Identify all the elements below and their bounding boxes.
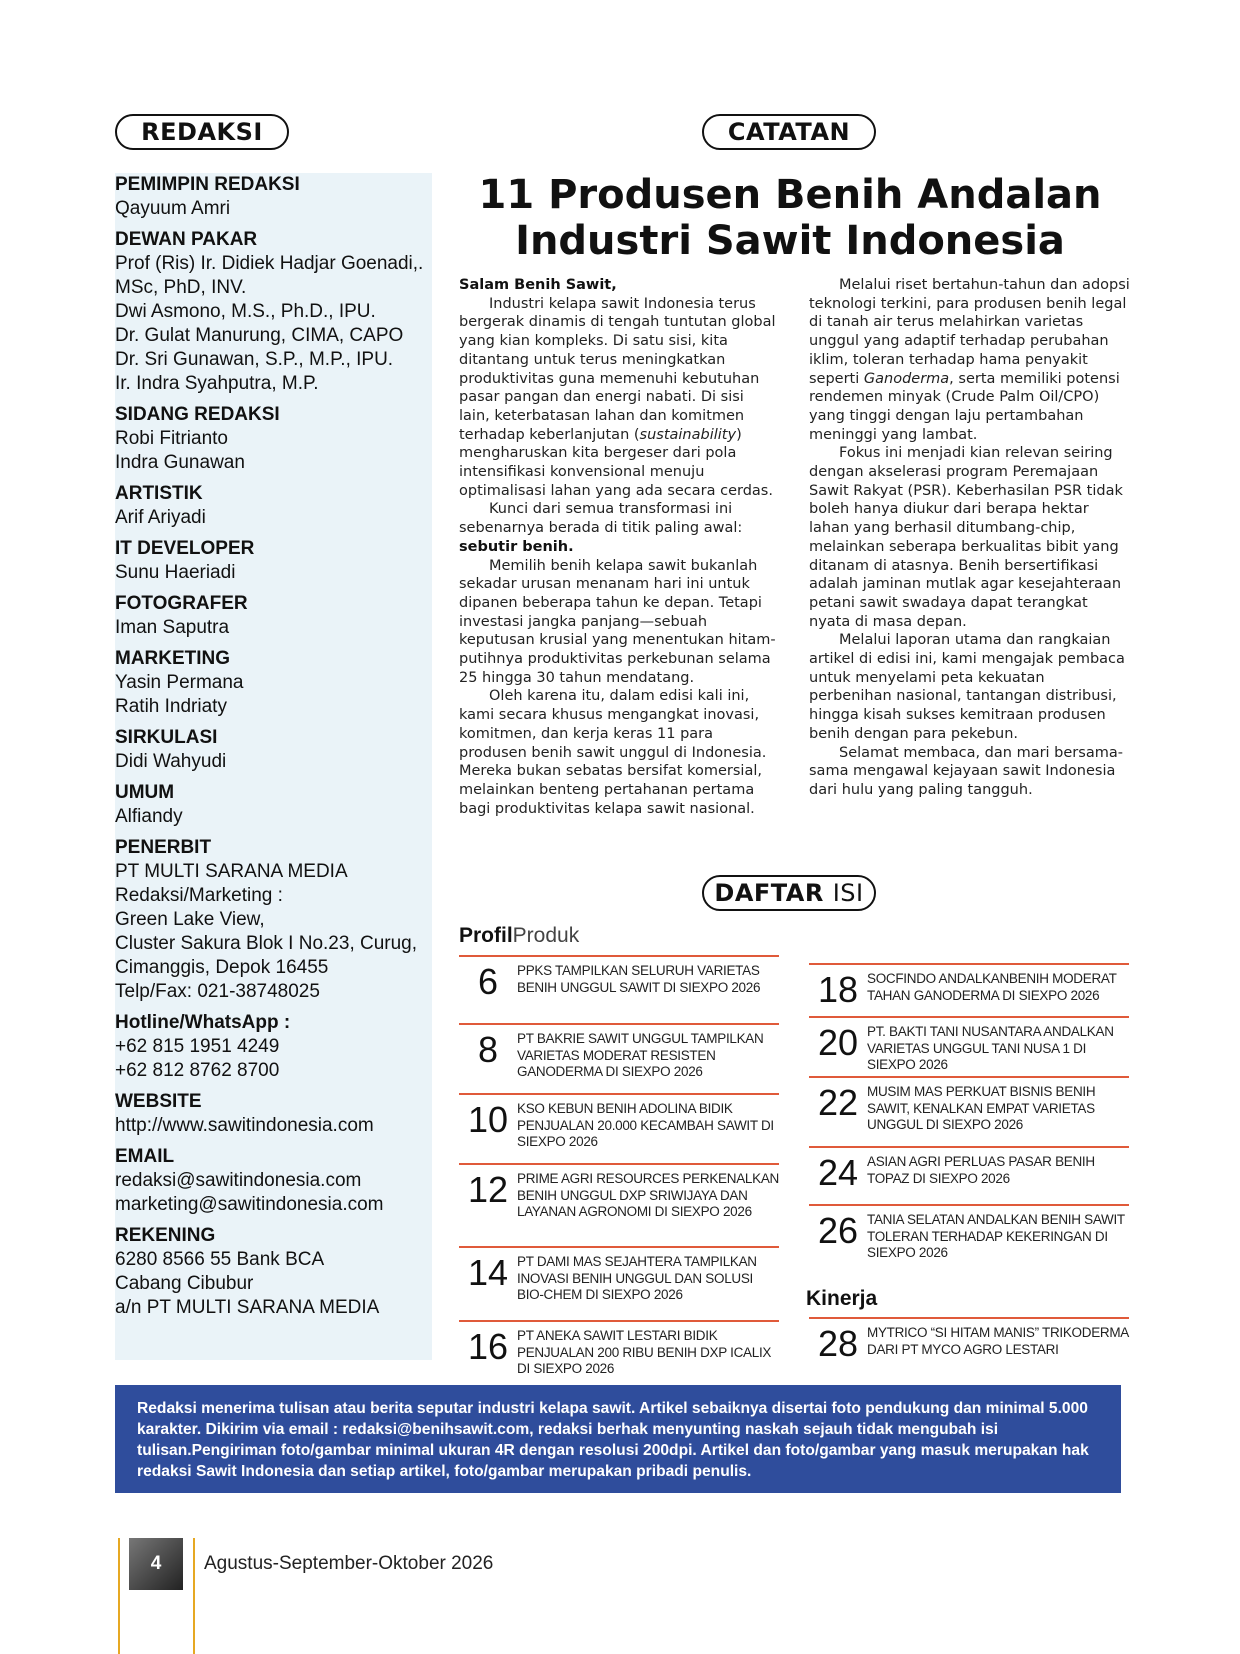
masthead-line: a/n PT MULTI SARANA MEDIA (115, 1297, 380, 1318)
toc-page-number: 24 (817, 1152, 859, 1193)
masthead-line: Dwi Asmono, M.S., Ph.D., IPU. (115, 301, 376, 322)
masthead-line[interactable]: http://www.sawitindonesia.com (115, 1115, 374, 1136)
masthead-line: Ir. Indra Syahputra, M.P. (115, 373, 319, 394)
editorial-title-line1: 11 Produsen Benih Andalan (478, 172, 1102, 218)
toc-right-list (809, 963, 1129, 1284)
toc-entry[interactable] (459, 1163, 779, 1246)
masthead-group (115, 173, 432, 221)
masthead-label: FOTOGRAFER (115, 593, 248, 614)
toc-page-number: 28 (817, 1323, 859, 1364)
masthead-line: Iman Saputra (115, 617, 230, 638)
masthead-line: Dr. Sri Gunawan, S.P., M.P., IPU. (115, 349, 394, 370)
toc-page-number: 14 (467, 1252, 509, 1293)
editorial-title (450, 172, 1130, 264)
toc-entry-title: PT. BAKTI TANI NUSANTARA ANDALKAN VARIETAS UNGGUL TANI NUSA 1 DI SIEXPO 2026 (867, 1024, 1114, 1072)
masthead-group (115, 537, 432, 585)
editorial-paragraph: Oleh karena itu, dalam edisi kali ini, kami secara khusus mengangkat inovasi, komitmen, dan kerja keras 11 para produsen benih sawit unggul di Indonesia. Mereka bukan sebatas bersifat komersial, melainkan benteng pertahanan pertama bagi produktivitas kelapa sawit nasional. (459, 688, 767, 817)
masthead-line: Cabang Cibubur (115, 1273, 254, 1294)
toc-page-number: 16 (467, 1326, 509, 1367)
masthead-group (115, 1090, 432, 1138)
profil-produk-heading: ProfilProduk (459, 924, 580, 947)
masthead-group (115, 1224, 432, 1320)
toc-kinerja-list (809, 1317, 1129, 1367)
masthead-label: UMUM (115, 782, 175, 803)
toc-entry[interactable] (809, 1317, 1129, 1367)
toc-entry[interactable] (809, 1204, 1129, 1284)
footer-rule-right (193, 1538, 195, 1654)
masthead-line: Didi Wahyudi (115, 751, 227, 772)
masthead-line: MSc, PhD, INV. (115, 277, 247, 298)
toc-page-number: 18 (817, 969, 859, 1010)
toc-entry-title: ASIAN AGRI PERLUAS PASAR BENIH TOPAZ DI SIEXPO 2026 (867, 1154, 1095, 1186)
masthead-label: IT DEVELOPER (115, 538, 255, 559)
editorial-column-1 (459, 276, 779, 818)
toc-page-number: 8 (477, 1029, 499, 1070)
masthead-panel (115, 173, 432, 1360)
masthead-line: Robi Fitrianto (115, 428, 228, 449)
masthead-line: Green Lake View, (115, 909, 265, 930)
editorial-paragraph: Fokus ini menjadi kian relevan seiring dengan akselerasi program Peremajaan Sawit Rakyat (PSR). Keberhasilan PSR tidak boleh hanya diukur dari berapa hektar lahan yang berhasil ditumbang-chip, melainkan seberapa berkualitas bibit yang ditanam di atasnya. Benih bersertifikasi adalah jaminan mutlak agar kesejahteraan petani sawit swadaya dapat terangkat nyata di masa depan. (809, 445, 1123, 630)
editorial-greeting: Salam Benih Sawit, (459, 277, 617, 293)
toc-entry-title: MUSIM MAS PERKUAT BISNIS BENIH SAWIT, KENALKAN EMPAT VARIETAS UNGGUL DI SIEXPO 2026 (867, 1084, 1096, 1132)
toc-left-list (459, 955, 779, 1390)
masthead-label: MARKETING (115, 648, 231, 669)
masthead-line: Redaksi/Marketing : (115, 885, 283, 906)
masthead-label: DEWAN PAKAR (115, 229, 258, 250)
toc-entry[interactable] (809, 1076, 1129, 1146)
editorial-paragraph: Melalui laporan utama dan rangkaian artikel di edisi ini, kami mengajak pembaca untuk menyelami peta kekuatan perbenihan nasional, tantangan distribusi, hingga kisah sukses kemitraan produsen benih dengan para pekebun. (809, 632, 1125, 742)
masthead-label: EMAIL (115, 1146, 175, 1167)
toc-entry-title: PT DAMI MAS SEJAHTERA TAMPILKAN INOVASI BENIH UNGGUL DAN SOLUSI BIO-CHEM DI SIEXPO 2026 (517, 1254, 757, 1302)
toc-page-number: 10 (467, 1099, 509, 1140)
toc-entry[interactable] (459, 1320, 779, 1390)
toc-entry[interactable] (809, 1016, 1129, 1076)
masthead-label: PENERBIT (115, 837, 212, 858)
editorial-column-2 (809, 276, 1131, 800)
toc-entry[interactable] (459, 1093, 779, 1163)
toc-entry-title: MYTRICO “SI HITAM MANIS” TRIKODERMA DARI PT MYCO AGRO LESTARI (867, 1325, 1129, 1357)
masthead-group (115, 482, 432, 530)
masthead-label: Hotline/WhatsApp : (115, 1012, 291, 1033)
redaksi-heading: REDAKSI (115, 114, 289, 150)
toc-entry-title: PT BAKRIE SAWIT UNGGUL TAMPILKAN VARIETAS MODERAT RESISTEN GANODERMA DI SIEXPO 2026 (517, 1031, 764, 1079)
masthead-line: Alfiandy (115, 806, 183, 827)
toc-entry-title: TANIA SELATAN ANDALKAN BENIH SAWIT TOLERAN TERHADAP KEKERINGAN DI SIEXPO 2026 (867, 1212, 1125, 1260)
toc-entry-title: PRIME AGRI RESOURCES PERKENALKAN BENIH UNGGUL DXP SRIWIJAYA DAN LAYANAN AGRONOMI DI SIEXPO 2026 (517, 1171, 779, 1219)
masthead-line: Indra Gunawan (115, 452, 245, 473)
masthead-group (115, 647, 432, 719)
daftar-isi-bold: DAFTAR (714, 879, 824, 907)
masthead-label: WEBSITE (115, 1091, 202, 1112)
daftar-isi-heading (702, 875, 876, 911)
toc-page-number: 20 (817, 1022, 859, 1063)
toc-entry[interactable] (459, 1246, 779, 1320)
masthead-line: Cluster Sakura Blok I No.23, Curug, (115, 933, 418, 954)
editorial-paragraph: Industri kelapa sawit Indonesia terus bergerak dinamis di tengah tuntutan global yang kian kompleks. Di satu sisi, kita ditantang untuk terus meningkatkan produktivitas guna memenuhi kebutuhan pasar pangan dan energi nabati. Di sisi lain, keterbatasan lahan dan komitmen terhadap keberlanjutan (sustainability) mengharuskan kita bergeser dari pola intensifikasi konvensional menuju optimalisasi lahan yang ada secara cerdas. (459, 295, 776, 499)
editorial-paragraph: Memilih benih kelapa sawit bukanlah sekadar urusan menanam hari ini untuk dipanen beberapa tahun ke depan. Tetapi investasi jangka panjang—sebuah keputusan krusial yang menentukan hitam-putihnya produktivitas perkebunan selama 25 hingga 30 tahun mendatang. (459, 557, 776, 686)
toc-entry[interactable] (809, 963, 1129, 1016)
masthead-label: SIRKULASI (115, 727, 218, 748)
editorial-paragraph: Selamat membaca, dan mari bersama-sama mengawal kejayaan sawit Indonesia dari hulu yang paling tangguh. (809, 744, 1123, 798)
masthead-label: ARTISTIK (115, 483, 203, 504)
masthead-group (115, 1011, 432, 1083)
masthead-line: Arif Ariyadi (115, 507, 206, 528)
masthead-line: +62 815 1951 4249 (115, 1036, 280, 1057)
masthead-line: Ratih Indriaty (115, 696, 227, 717)
masthead-group (115, 228, 432, 396)
masthead-line: Telp/Fax: 021-38748025 (115, 981, 320, 1002)
masthead-line[interactable]: redaksi@sawitindonesia.com (115, 1170, 362, 1191)
masthead-line: Dr. Gulat Manurung, CIMA, CAPO (115, 325, 404, 346)
masthead-line: Sunu Haeriadi (115, 562, 236, 583)
toc-entry-title: KSO KEBUN BENIH ADOLINA BIDIK PENJUALAN 20.000 KECAMBAH SAWIT DI SIEXPO 2026 (517, 1101, 774, 1149)
toc-page-number: 22 (817, 1082, 859, 1123)
masthead-line: Cimanggis, Depok 16455 (115, 957, 329, 978)
masthead-group (115, 781, 432, 829)
catatan-heading: CATATAN (702, 114, 876, 150)
masthead-line: +62 812 8762 8700 (115, 1060, 280, 1081)
page-number: 4 (129, 1538, 183, 1590)
submission-notice: Redaksi menerima tulisan atau berita seputar industri kelapa sawit. Artikel sebaiknya disertai foto pendukung dan minimal 5.000 karakter. Dikirim via email : redaksi@benihsawit.com, redaksi berhak menyunting naskah sejauh tidak mengubah isi tulisan.Pengiriman foto/gambar minimal ukuran 4R dengan resolusi 200dpi. Artikel dan foto/gambar yang masuk merupakan hak redaksi Sawit Indonesia dan setiap artikel, foto/gambar merupakan pribadi penulis. (115, 1385, 1121, 1493)
toc-entry[interactable] (459, 1023, 779, 1093)
editorial-paragraph: Melalui riset bertahun-tahun dan adopsi teknologi terkini, para produsen benih legal di tanah air terus melahirkan varietas unggul yang adaptif terhadap perubahan iklim, toleran terhadap hama penyakit seperti Ganoderma, serta memiliki potensi rendemen minyak (Crude Palm Oil/CPO) yang tinggi dengan laju pertambahan meninggi yang lambat. (809, 277, 1130, 443)
seed-phrase: sebutir benih. (459, 538, 574, 555)
masthead-line: Yasin Permana (115, 672, 244, 693)
masthead-group (115, 726, 432, 774)
masthead-label: SIDANG REDAKSI (115, 404, 280, 425)
toc-entry-title: SOCFINDO ANDALKANBENIH MODERAT TAHAN GANODERMA DI SIEXPO 2026 (867, 971, 1117, 1003)
masthead-label: REKENING (115, 1225, 216, 1246)
toc-page-number: 26 (817, 1210, 859, 1251)
masthead-label: PEMIMPIN REDAKSI (115, 174, 300, 195)
footer-rule-left (118, 1538, 120, 1654)
masthead-group (115, 592, 432, 640)
masthead-group (115, 403, 432, 475)
toc-page-number: 12 (467, 1169, 509, 1210)
daftar-isi-light: ISI (832, 879, 864, 907)
masthead-line: Qayuum Amri (115, 198, 231, 219)
masthead-group (115, 1145, 432, 1217)
masthead-line: PT MULTI SARANA MEDIA (115, 861, 348, 882)
masthead-line: Prof (Ris) Ir. Didiek Hadjar Goenadi,. (115, 253, 424, 274)
masthead-line[interactable]: marketing@sawitindonesia.com (115, 1194, 384, 1215)
toc-entry[interactable] (809, 1146, 1129, 1204)
masthead-group (115, 836, 432, 1004)
kinerja-heading: Kinerja (806, 1287, 878, 1310)
issue-date: Agustus-September-Oktober 2026 (204, 1553, 494, 1574)
toc-entry-title: PT ANEKA SAWIT LESTARI BIDIK PENJUALAN 200 RIBU BENIH DXP ICALIX DI SIEXPO 2026 (517, 1328, 772, 1376)
toc-entry[interactable] (459, 955, 779, 1023)
masthead-line: 6280 8566 55 Bank BCA (115, 1249, 325, 1270)
toc-entry-title: PPKS TAMPILKAN SELURUH VARIETAS BENIH UNGGUL SAWIT DI SIEXPO 2026 (517, 963, 761, 995)
editorial-title-line2: Industri Sawit Indonesia (515, 218, 1065, 264)
editorial-paragraph: Kunci dari semua transformasi ini sebenarnya berada di titik paling awal: sebutir benih. (459, 501, 743, 555)
toc-page-number: 6 (477, 961, 499, 1002)
